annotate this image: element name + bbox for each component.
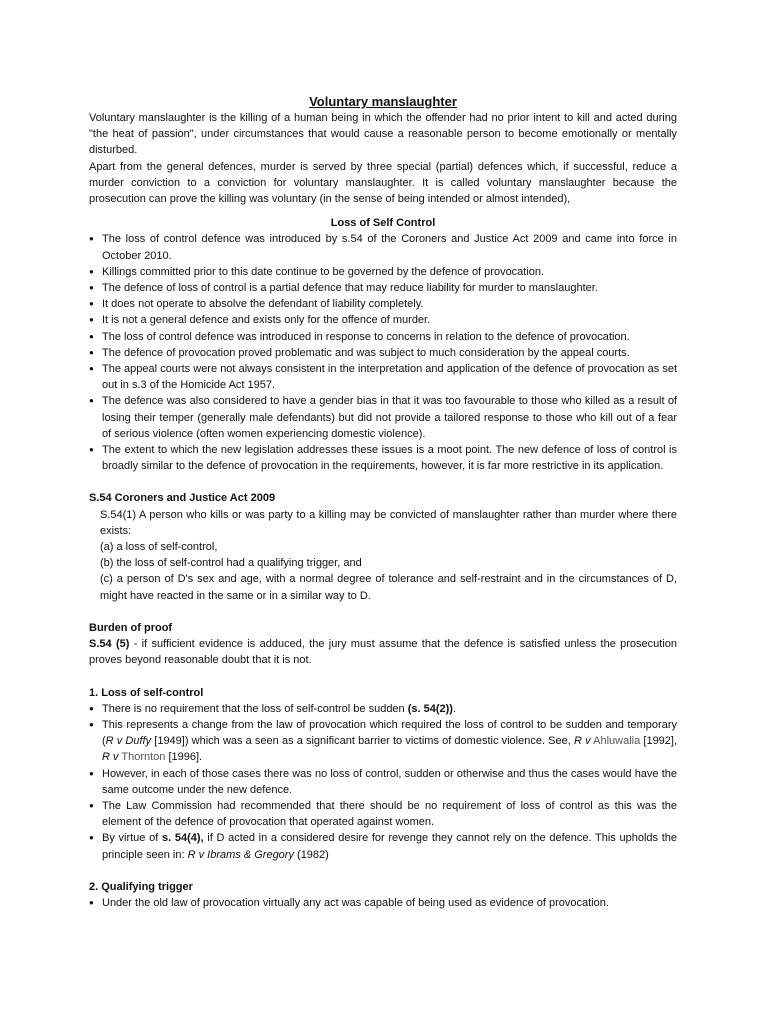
list-item: ● The appeal courts were not always consistent in the interpretation and application of the defence of provocation as set out in s.3 of the Homicide Act 1957. xyxy=(89,361,677,393)
list-item: ● The extent to which the new legislation addresses these issues is a moot point. The new defence of loss of control is broadly similar to the defence of provocation in the requirements, however, it is far more restrictive in its application. xyxy=(89,442,677,474)
list-item: ● The defence of provocation proved problematic and was subject to much consideration by the appeal courts. xyxy=(89,345,677,361)
case-name: R v Duffy xyxy=(105,735,152,748)
case-link[interactable]: Ahluwalia xyxy=(593,735,641,748)
case-name: R v xyxy=(102,751,119,764)
intro-paragraph: Apart from the general defences, murder is served by three special (partial) defences which, if successful, reduce a murder conviction to a conviction for voluntary manslaughter. It is called voluntary manslaughter because the prosecution can prove the killing was voluntary (in the sense of being intended or almost intended), xyxy=(89,160,677,206)
section-heading-qualifying-trigger: 2. Qualifying trigger xyxy=(89,880,193,893)
section-heading-burden-of-proof: Burden of proof xyxy=(89,621,173,634)
statute-ref: s. 54(4), xyxy=(161,832,204,845)
document-body xyxy=(89,94,677,911)
list-item: ● The defence was also considered to have a gender bias in that it was too favourable to those who killed as a result of losing their temper (generally male defendants) but did not provide a tailored response to those who kill out of a fear of serious violence (often women experiencing domestic violence). xyxy=(89,393,677,442)
list-item: ● The loss of control defence was introduced in response to concerns in relation to the defence of provocation. xyxy=(89,329,677,345)
statute-line: S.54(1) A person who kills or was party to a killing may be convicted of manslaughter rather than murder where there exists: xyxy=(100,508,677,537)
list-item: ● There is no requirement that the loss of self-control be sudden (s. 54(2)). xyxy=(89,701,677,717)
self-control-bullet-list xyxy=(89,701,677,863)
case-name: R v xyxy=(573,735,591,748)
list-item: ● It does not operate to absolve the defendant of liability completely. xyxy=(89,296,677,312)
list-item: ● Under the old law of provocation virtually any act was capable of being used as evidence of provocation. xyxy=(89,895,677,911)
list-item: ● However, in each of those cases there was no loss of control, sudden or otherwise and thus the cases would have the same outcome under the new defence. xyxy=(89,766,677,798)
s54-statute-text xyxy=(89,507,677,604)
statute-line: (c) a person of D's sex and age, with a normal degree of tolerance and self-restraint and in the circumstances of D, might have reacted in the same or in a similar way to D. xyxy=(100,573,677,602)
statute-line: (a) a loss of self-control, xyxy=(100,541,218,554)
statute-ref: (s. 54(2)) xyxy=(407,702,453,715)
list-item: ● The loss of control defence was introduced by s.54 of the Coroners and Justice Act 2009 and came into force in October 2010. xyxy=(89,231,677,263)
list-item: ● Killings committed prior to this date continue to be governed by the defence of provocation. xyxy=(89,264,677,280)
case-name: R v Ibrams & Gregory xyxy=(187,848,294,861)
statute-ref: S.54 (5) xyxy=(89,638,130,651)
list-item: ● The defence of loss of control is a partial defence that may reduce liability for murder to manslaughter. xyxy=(89,280,677,296)
list-item: ● The Law Commission had recommended that there should be no requirement of loss of control as this was the element of the defence of provocation that operated against women. xyxy=(89,798,677,830)
burden-paragraph: S.54 (5) - if sufficient evidence is adduced, the jury must assume that the defence is satisfied unless the prosecution proves beyond reasonable doubt that it is not. xyxy=(89,638,677,667)
list-item: ● It is not a general defence and exists only for the offence of murder. xyxy=(89,312,677,328)
intro-paragraph: Voluntary manslaughter is the killing of a human being in which the offender had no prior intent to kill and acted during "the heat of passion", under circumstances that would cause a reasonable person to become emotionally or mentally disturbed. xyxy=(89,112,677,157)
section-heading-loss-of-self-control: Loss of Self Control xyxy=(330,217,436,230)
case-link[interactable]: Thornton xyxy=(121,751,166,764)
section-heading-s54: S.54 Coroners and Justice Act 2009 xyxy=(89,492,276,505)
list-item: ● By virtue of s. 54(4), if D acted in a considered desire for revenge they cannot rely on the defence. This upholds the principle seen in: R v Ibrams & Gregory (1982) xyxy=(89,830,677,862)
section-heading-loss-of-self-control-1: 1. Loss of self-control xyxy=(89,686,204,699)
loss-bullet-list xyxy=(89,231,677,474)
list-item: ● This represents a change from the law of provocation which required the loss of control to be sudden and temporary (R v Duffy [1949]) which was a seen as a significant barrier to victims of domestic violence. See, R v Ahluwalia [1992], R v Thornton [1996]. xyxy=(89,717,677,766)
statute-line: (b) the loss of self-control had a qualifying trigger, and xyxy=(100,557,362,570)
trigger-bullet-list xyxy=(89,895,677,911)
document-title: Voluntary manslaughter xyxy=(309,94,457,109)
